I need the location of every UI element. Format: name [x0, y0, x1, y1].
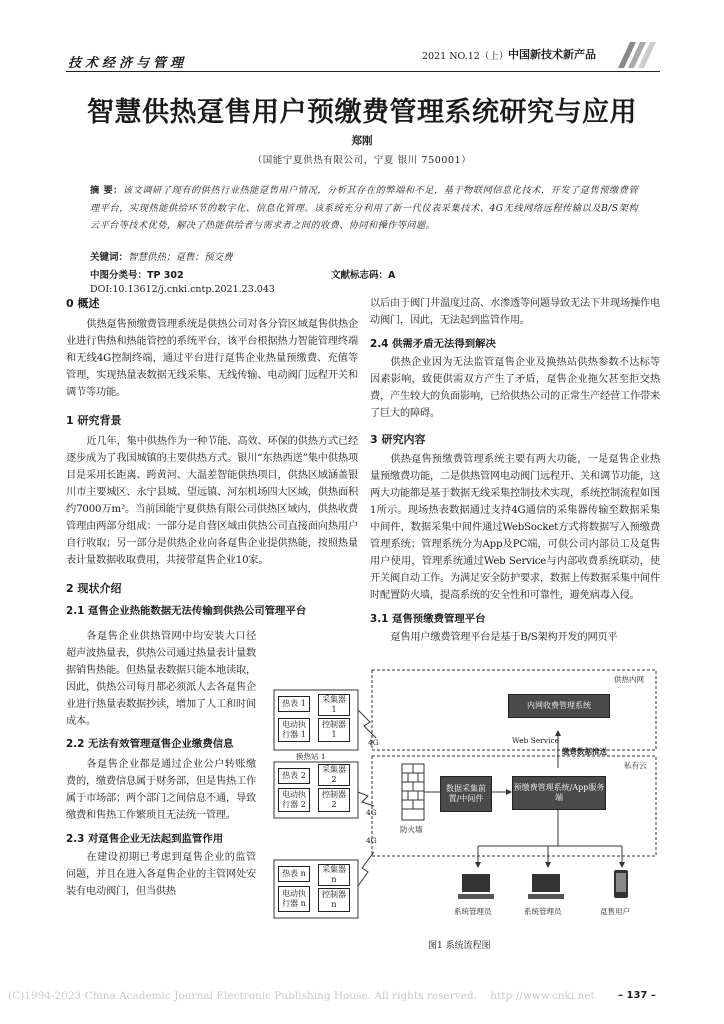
user-label-1: 系统管理员 [454, 907, 492, 916]
section-2-2-title: 2.2 无法有效管理趸售企业缴费信息 [66, 738, 234, 750]
abstract-label: 摘 要： [90, 185, 123, 196]
section-3-1-title: 3.1 趸售预缴费管理平台 [370, 613, 486, 625]
electric-actuator-n: 电动执行器 n [278, 886, 310, 912]
link-4g-1 [358, 710, 376, 738]
link-4g-label-1: 4G [368, 738, 379, 747]
section-2-1-title: 2.1 趸售企业热能数据无法传输到供热公司管理平台 [66, 605, 307, 617]
heat-meter-2: 热表 2 [278, 768, 310, 784]
link-4g-label-3: 4G [366, 836, 377, 845]
keywords [90, 249, 233, 263]
link-4g-label-2: 4G [366, 808, 377, 817]
prepay-system: 预缴费管理系统/App服务端 [512, 776, 606, 810]
doi: DOI:10.13612/j.cnki.cntp.2021.23.043 [90, 284, 275, 295]
electric-actuator-2: 电动执行器 2 [278, 788, 310, 812]
link-4g-3 [358, 852, 374, 886]
section-2-3-title: 2.3 对趸售企业无法起到监管作用 [66, 833, 224, 845]
header-rule [66, 71, 660, 72]
article-title: 智慧供热趸售用户预缴费管理系统研究与应用 [87, 97, 637, 128]
zone-cloud-label: 私有云 [624, 761, 647, 770]
heat-meter-1: 热表 1 [278, 696, 310, 712]
user-label-2: 系统管理员 [524, 907, 562, 916]
section-1-title: 1 研究背景 [66, 414, 122, 427]
author: 郑刚 [351, 135, 373, 147]
firewall-label: 防火墙 [400, 825, 423, 834]
footer-copyright: (C)1994-2023 China Academic Journal Electronic Publishing House. All rights reserved. http://www.cnki.net [8, 990, 595, 1002]
controller-1: 控制器 1 [318, 718, 350, 742]
section-2-title: 2 现状介绍 [66, 582, 122, 595]
abstract [90, 182, 638, 235]
figure-caption: 图1 系统流程图 [428, 941, 491, 951]
section-3-paragraph: 供热趸售预缴费管理系统主要有两大功能，一是趸售企业热量预缴费功能，二是供热管网电动阀门远程开、关和调节功能，这两大功能都是基于数据无线采集控制技术实现，系统控制流程如图1所示。现场热表数据通过支持4G通信的采集器传输至数据采集中间件，数据采集中间件通过WebSocket方式将数据写入预缴费管理系统；管理系统分为App及PC端，可供公司内部员工及趸售用户使用，管理系统通过Web Service与内部收费系统联动，使开关阀自动工作。为满足安全防护要求，数据上传数据采集中间件时配置防火墙，提高系统的安全性和可靠性，避免病毒入侵。 [370, 454, 660, 601]
section-2-4-paragraph: 供热企业因为无法监管趸售企业及换热站供热参数不达标等因素影响，致使供需双方产生了矛盾，趸售企业拖欠甚至拒交热费，产生较大的负面影响，已给供热公司的正常生产经营工作带来了巨大的障碍。 [370, 357, 660, 419]
section-0-title: 0 概述 [66, 297, 100, 310]
controller-n: 控制器 n [318, 888, 350, 912]
collector-1: 采集器 1 [318, 694, 350, 716]
right-column [370, 295, 660, 646]
phone-icon [614, 870, 628, 898]
collector-n: 采集器 n [318, 864, 350, 886]
station-1-label: 换热站 1 [296, 752, 326, 761]
section-0-paragraph: 供热趸售预缴费管理系统是供热公司对各分管区域趸售供热企业进行售热和热能管控的系统平台，该平台根据热力智能管理终端和无线4G控制终端，通过平台进行趸售企业热量预缴费、充值等管理，实现热量表数据无线采集、无线传输、电动阀门远程开关和调节等功能。 [66, 319, 358, 398]
section-2-1-paragraph: 各趸售企业供热管网中均安装大口径超声波热量表，供热公司通过热量表计量数据销售热能。但热量表数据只能本地读取，因此，供热公司每月都必须派人去各趸售企业进行热量表数据抄读，增加了人工和时间成本。 [66, 631, 256, 727]
section-2-3-paragraph: 在建设初期已考虑到趸售企业的监管问题，并且在进入各趸售企业的主管网处安装有电动阀门，但当供热 [66, 852, 256, 897]
internal-billing-system: 内网收费管理系统 [508, 694, 610, 718]
zone-internal-label: 供热内网 [614, 675, 644, 684]
section-2-4-title: 2.4 供需矛盾无法得到解决 [370, 338, 496, 350]
firewall-icon [402, 764, 424, 820]
abstract-text: 该文调研了现有的供热行业热能趸售用户情况，分析其存在的弊端和不足，基于物联网信息化技术，开发了趸售预缴费管理平台，实现热能供给环节的数字化、信息化管理。该系统充分利用了新一代仪表采集技术、4G无线网络远程传输以及B/S架构云平台等技术优势，解决了热能供给者与需求者之间的收费、协同和操作等问题。 [90, 185, 638, 231]
collector-2: 采集器 2 [318, 764, 350, 786]
keywords-label: 关键词： [90, 252, 129, 263]
left-column-top [66, 295, 358, 621]
header-journal: 中国新技术新产品 [508, 48, 596, 61]
page-number: – 137 – [618, 990, 656, 1001]
keywords-text: 智慧供热；趸售；预交费 [128, 252, 233, 263]
electric-actuator-1: 电动执行器 1 [278, 718, 310, 742]
admin-computer-icon-1 [458, 874, 494, 899]
data-push-label: 缴费数据推送 [562, 747, 607, 756]
document-code: 文献标志码：A [331, 270, 396, 281]
journal-logo [616, 42, 656, 68]
clc-number: 中图分类号：TP 302 [90, 270, 184, 281]
section-3-title: 3 研究内容 [370, 433, 426, 446]
right-continued-paragraph: 以后由于阀门井温度过高、水渗透等问题导致无法下井现场操作电动阀门，因此，无法起到监管作用。 [370, 298, 660, 326]
web-service-label: Web Service [512, 736, 560, 745]
section-1-paragraph: 近几年，集中供热作为一种节能、高效、环保的供热方式已经逐步成为了我国城镇的主要供热方式。银川“东热西送”集中供热项目是采用长距离、跨黄河、大温差智能供热项目，供热区域涵盖银川市主要城区、永宁县城、望远镇、河东机场四大区域，供热面积约7000万m²。当前国能宁夏供热有限公司供热区域内，供热收费管理由两部分组成：一部分是自营区域由供热公司直接面向热用户自行收取；另一部分是供热企业向各趸售企业提供热能，按照热量表计量数据收取费用，共接带趸售企业10家。 [66, 436, 358, 566]
data-middleware: 数据采集前置/中间件 [440, 776, 492, 812]
section-3-1-paragraph: 趸售用户缴费管理平台是基于B/S架构开发的网页平 [390, 632, 618, 643]
affiliation: （国能宁夏供热有限公司，宁夏 银川 750001） [252, 155, 472, 166]
header-issue: 2021 NO.12（上） [422, 51, 509, 62]
header-section: 技术经济与管理 [68, 56, 188, 71]
left-column-wrap [66, 628, 256, 900]
section-2-2-paragraph: 各趸售企业都是通过企业公户转账缴费的，缴费信息属于财务部，但是售热工作属于市场部；两个部门之间信息不通，导致缴费和售热工作繁琐且无法统一管理。 [66, 759, 256, 821]
admin-computer-icon-2 [528, 874, 564, 899]
figure-1 [262, 668, 660, 932]
controller-2: 控制器 2 [318, 788, 350, 812]
heat-meter-n: 热表 n [278, 866, 310, 882]
user-label-3: 趸售用户 [600, 907, 630, 916]
